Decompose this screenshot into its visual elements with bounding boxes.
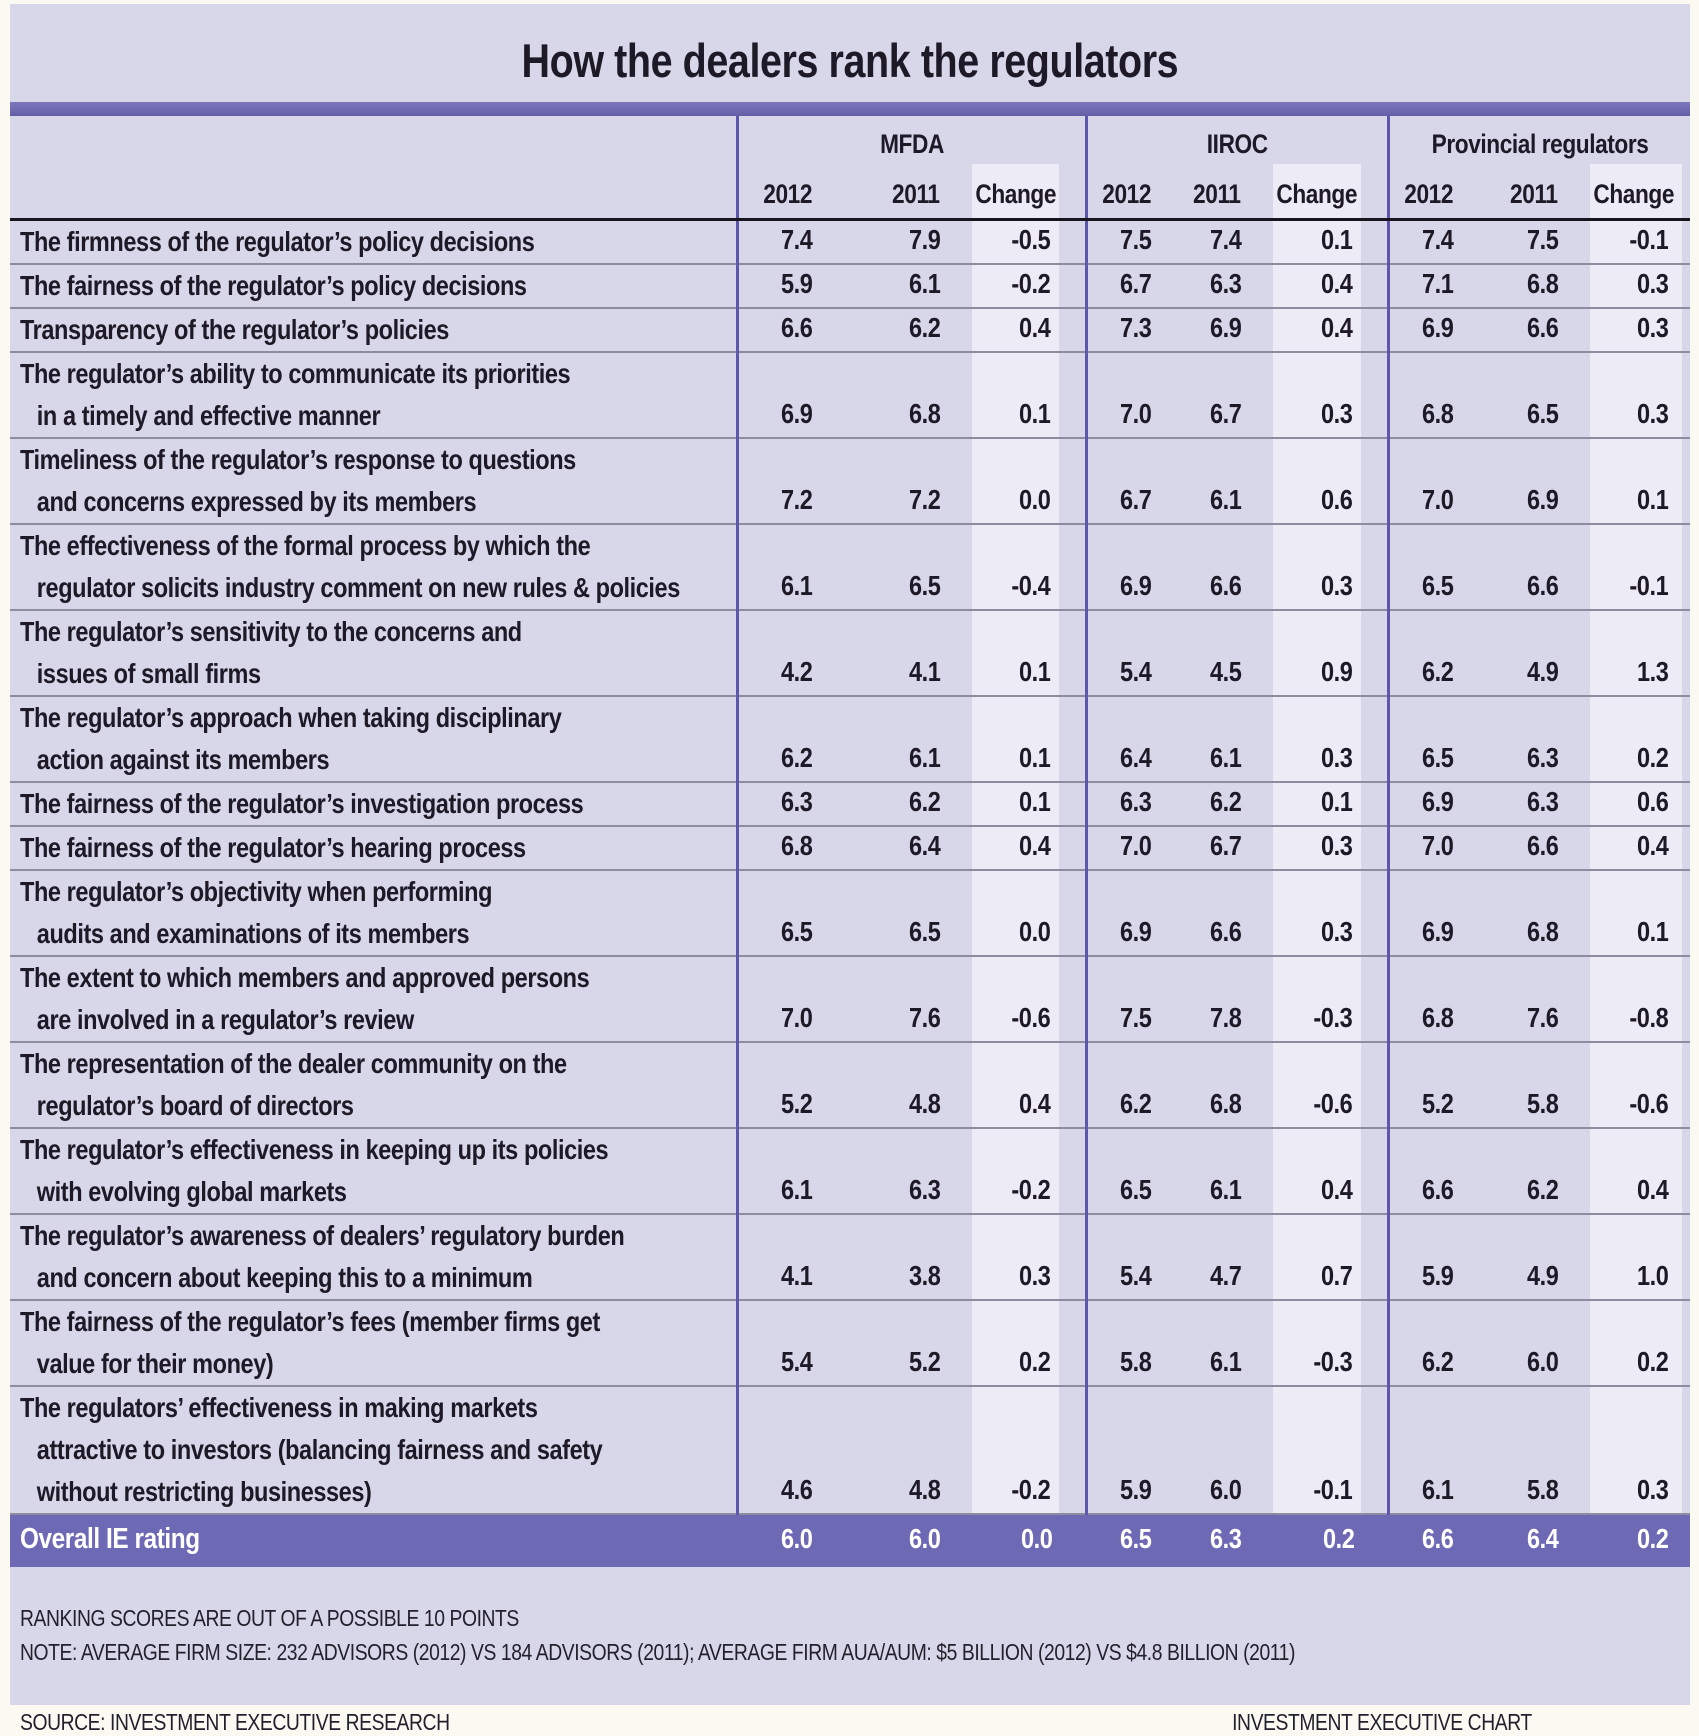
row-label-line: in a timely and effective manner	[36, 400, 381, 431]
row-label	[10, 352, 737, 438]
score-mfda-change: 0.1	[960, 782, 1086, 826]
score-prov-change: 0.4	[1578, 826, 1690, 870]
score-prov-change: -0.6	[1578, 1042, 1690, 1128]
score-iiroc-2011: 4.5	[1171, 610, 1261, 696]
col-header-iiroc-change: Change	[1261, 164, 1388, 220]
score-mfda-2011: 6.3	[832, 1128, 960, 1214]
row-label-line: value for their money)	[36, 1348, 274, 1379]
score-prov-2012: 7.0	[1388, 826, 1473, 870]
score-mfda-2011: 6.2	[832, 782, 960, 826]
score-mfda-change: 0.3	[960, 1214, 1086, 1300]
score-iiroc-change: -0.6	[1261, 1042, 1388, 1128]
score-mfda-change: -0.4	[960, 524, 1086, 610]
score-iiroc-2011: 6.7	[1171, 352, 1261, 438]
score-iiroc-2011: 7.8	[1171, 956, 1261, 1042]
score-mfda-2012: 6.3	[737, 782, 832, 826]
col-header-prov-2011: 2011	[1473, 164, 1578, 220]
score-mfda-2011: 5.2	[832, 1300, 960, 1386]
score-prov-2012: 6.2	[1388, 1300, 1473, 1386]
table-row	[10, 524, 1690, 610]
row-label-line: attractive to investors (balancing fairness and safety	[36, 1434, 603, 1465]
score-iiroc-change: 0.3	[1261, 352, 1388, 438]
row-label-line: The extent to which members and approved persons	[20, 962, 590, 993]
score-mfda-2011: 7.6	[832, 956, 960, 1042]
score-mfda-2011: 6.1	[832, 264, 960, 308]
score-iiroc-change: 0.6	[1261, 438, 1388, 524]
source-right: INVESTMENT EXECUTIVE CHART	[1232, 1709, 1532, 1735]
score-iiroc-2012: 5.4	[1086, 1214, 1171, 1300]
score-mfda-change: 0.4	[960, 1042, 1086, 1128]
table-row	[10, 220, 1690, 265]
row-label-line: The regulator’s sensitivity to the concerns and	[20, 616, 522, 647]
score-mfda-2011: 6.1	[832, 696, 960, 782]
row-label	[10, 264, 737, 308]
table-row	[10, 438, 1690, 524]
row-label-line: The fairness of the regulator’s investigation process	[20, 788, 584, 819]
score-iiroc-2011: 4.7	[1171, 1214, 1261, 1300]
score-mfda-2011: 6.5	[832, 870, 960, 956]
col-header-prov-change: Change	[1578, 164, 1690, 220]
title-divider-bar	[10, 102, 1690, 116]
score-iiroc-change: 0.3	[1261, 524, 1388, 610]
row-label-line: The regulator’s awareness of dealers’ regulatory burden	[20, 1220, 625, 1251]
col-header-mfda-change: Change	[960, 164, 1086, 220]
score-prov-2011: 4.9	[1473, 1214, 1578, 1300]
overall-mfda-2011: 6.0	[832, 1514, 960, 1567]
row-label-line: audits and examinations of its members	[36, 918, 470, 949]
score-iiroc-2012: 6.2	[1086, 1042, 1171, 1128]
score-prov-2011: 6.8	[1473, 870, 1578, 956]
row-label	[10, 1128, 737, 1214]
row-label	[10, 782, 737, 826]
overall-iiroc-change: 0.2	[1261, 1514, 1388, 1567]
score-iiroc-2012: 6.3	[1086, 782, 1171, 826]
row-label	[10, 826, 737, 870]
score-prov-2011: 6.0	[1473, 1300, 1578, 1386]
score-prov-change: 0.3	[1578, 308, 1690, 352]
score-iiroc-2011: 6.2	[1171, 782, 1261, 826]
score-prov-2012: 6.5	[1388, 696, 1473, 782]
score-prov-2011: 7.6	[1473, 956, 1578, 1042]
score-prov-2011: 4.9	[1473, 610, 1578, 696]
overall-mfda-change: 0.0	[960, 1514, 1086, 1567]
score-prov-change: 0.6	[1578, 782, 1690, 826]
score-iiroc-2012: 6.9	[1086, 524, 1171, 610]
score-mfda-2012: 4.2	[737, 610, 832, 696]
score-mfda-change: 0.1	[960, 696, 1086, 782]
score-iiroc-2012: 6.9	[1086, 870, 1171, 956]
row-label-line: issues of small firms	[36, 658, 261, 689]
row-label-line: The effectiveness of the formal process by which the	[20, 530, 591, 561]
score-prov-2011: 6.9	[1473, 438, 1578, 524]
page-title-text: How the dealers rank the regulators	[521, 34, 1179, 87]
score-iiroc-change: -0.3	[1261, 956, 1388, 1042]
score-mfda-change: -0.2	[960, 1386, 1086, 1514]
table-body	[10, 220, 1690, 1515]
overall-row	[10, 1514, 1690, 1567]
score-iiroc-2012: 6.7	[1086, 438, 1171, 524]
score-prov-2012: 6.1	[1388, 1386, 1473, 1514]
score-mfda-2012: 4.1	[737, 1214, 832, 1300]
score-prov-change: 0.3	[1578, 264, 1690, 308]
col-header-mfda-2012: 2012	[737, 164, 832, 220]
score-prov-change: 0.2	[1578, 1300, 1690, 1386]
score-prov-2012: 7.4	[1388, 220, 1473, 265]
score-mfda-change: -0.6	[960, 956, 1086, 1042]
table-row	[10, 826, 1690, 870]
score-iiroc-2011: 6.3	[1171, 264, 1261, 308]
row-label-line: The regulator’s objectivity when performing	[20, 876, 493, 907]
score-prov-2012: 6.8	[1388, 352, 1473, 438]
score-iiroc-2012: 7.5	[1086, 956, 1171, 1042]
score-prov-change: -0.1	[1578, 524, 1690, 610]
col-header-mfda-2011: 2011	[832, 164, 960, 220]
score-iiroc-2012: 7.5	[1086, 220, 1171, 265]
row-label-line: regulator solicits industry comment on new rules & policies	[36, 572, 680, 603]
overall-iiroc-2012: 6.5	[1086, 1514, 1171, 1567]
col-header-prov-2012: 2012	[1388, 164, 1473, 220]
score-iiroc-change: -0.3	[1261, 1300, 1388, 1386]
row-label-line: The regulator’s ability to communicate its priorities	[20, 358, 571, 389]
score-mfda-2011: 3.8	[832, 1214, 960, 1300]
row-label-line: and concerns expressed by its members	[36, 486, 477, 517]
score-iiroc-2012: 5.8	[1086, 1300, 1171, 1386]
score-prov-change: 1.0	[1578, 1214, 1690, 1300]
score-iiroc-2011: 6.1	[1171, 438, 1261, 524]
column-header-spacer	[10, 164, 737, 220]
score-prov-change: 0.4	[1578, 1128, 1690, 1214]
row-label-line: The fairness of the regulator’s hearing process	[20, 832, 526, 863]
score-mfda-change: -0.2	[960, 264, 1086, 308]
score-prov-2012: 6.9	[1388, 782, 1473, 826]
row-label-line: are involved in a regulator’s review	[36, 1004, 414, 1035]
score-mfda-change: -0.5	[960, 220, 1086, 265]
table-row	[10, 610, 1690, 696]
row-label	[10, 610, 737, 696]
score-prov-2012: 5.2	[1388, 1042, 1473, 1128]
footnote-firm-size: NOTE: AVERAGE FIRM SIZE: 232 ADVISORS (2012) VS 184 ADVISORS (2011); AVERAGE FIRM AUA/AUM: $5 BILLION (2012) VS $4.8 BILLION (2011)	[20, 1639, 1296, 1665]
page-title	[10, 4, 1690, 102]
table-row	[10, 1042, 1690, 1128]
row-label	[10, 956, 737, 1042]
score-prov-2012: 7.1	[1388, 264, 1473, 308]
row-label	[10, 1042, 737, 1128]
col-header-iiroc-2012: 2012	[1086, 164, 1171, 220]
score-mfda-2011: 6.8	[832, 352, 960, 438]
score-mfda-2012: 6.1	[737, 1128, 832, 1214]
overall-label: Overall IE rating	[10, 1514, 737, 1567]
score-prov-2011: 6.6	[1473, 826, 1578, 870]
score-iiroc-2011: 6.0	[1171, 1386, 1261, 1514]
row-label	[10, 524, 737, 610]
row-label-line: action against its members	[36, 744, 330, 775]
score-iiroc-2012: 7.0	[1086, 826, 1171, 870]
row-label	[10, 438, 737, 524]
row-label-line: The fairness of the regulator’s fees (member firms get	[20, 1306, 600, 1337]
score-iiroc-2011: 6.1	[1171, 696, 1261, 782]
score-mfda-change: 0.2	[960, 1300, 1086, 1386]
score-mfda-2012: 6.5	[737, 870, 832, 956]
score-prov-2011: 6.5	[1473, 352, 1578, 438]
score-iiroc-change: 0.1	[1261, 220, 1388, 265]
table-row	[10, 956, 1690, 1042]
score-iiroc-change: 0.4	[1261, 264, 1388, 308]
row-label-line: Timeliness of the regulator’s response to questions	[20, 444, 576, 475]
table-row	[10, 1128, 1690, 1214]
score-iiroc-change: 0.7	[1261, 1214, 1388, 1300]
score-iiroc-2012: 6.5	[1086, 1128, 1171, 1214]
score-mfda-2012: 6.1	[737, 524, 832, 610]
table-row	[10, 1386, 1690, 1514]
score-prov-2011: 6.8	[1473, 264, 1578, 308]
score-prov-2012: 6.2	[1388, 610, 1473, 696]
score-prov-2011: 6.6	[1473, 308, 1578, 352]
score-mfda-change: 0.1	[960, 610, 1086, 696]
source-left: SOURCE: INVESTMENT EXECUTIVE RESEARCH	[20, 1709, 450, 1735]
score-mfda-2012: 6.8	[737, 826, 832, 870]
score-mfda-2011: 7.9	[832, 220, 960, 265]
overall-prov-change: 0.2	[1578, 1514, 1690, 1567]
score-mfda-2011: 4.1	[832, 610, 960, 696]
score-prov-change: 0.2	[1578, 696, 1690, 782]
chart-panel	[10, 4, 1690, 1735]
score-prov-2011: 6.3	[1473, 696, 1578, 782]
rankings-table	[10, 116, 1690, 1567]
row-label	[10, 696, 737, 782]
score-mfda-2012: 5.9	[737, 264, 832, 308]
score-mfda-2011: 6.2	[832, 308, 960, 352]
row-label-line: The regulators’ effectiveness in making markets	[20, 1392, 538, 1423]
score-mfda-2012: 7.4	[737, 220, 832, 265]
score-prov-change: 0.1	[1578, 870, 1690, 956]
score-mfda-2012: 5.4	[737, 1300, 832, 1386]
score-mfda-2012: 6.9	[737, 352, 832, 438]
row-label	[10, 1214, 737, 1300]
score-iiroc-2012: 5.9	[1086, 1386, 1171, 1514]
score-iiroc-change: 0.3	[1261, 826, 1388, 870]
score-iiroc-2012: 6.7	[1086, 264, 1171, 308]
score-mfda-2012: 4.6	[737, 1386, 832, 1514]
table-row	[10, 870, 1690, 956]
score-prov-2012: 6.5	[1388, 524, 1473, 610]
score-mfda-2011: 4.8	[832, 1386, 960, 1514]
score-iiroc-2011: 6.1	[1171, 1128, 1261, 1214]
score-iiroc-2011: 6.9	[1171, 308, 1261, 352]
score-prov-change: 0.3	[1578, 1386, 1690, 1514]
score-mfda-2011: 6.5	[832, 524, 960, 610]
group-header-provincial: Provincial regulators	[1388, 116, 1690, 164]
table-row	[10, 782, 1690, 826]
score-iiroc-2012: 7.0	[1086, 352, 1171, 438]
column-header-row	[10, 164, 1690, 220]
row-label	[10, 1300, 737, 1386]
group-header-spacer	[10, 116, 737, 164]
score-prov-change: 0.1	[1578, 438, 1690, 524]
score-prov-2012: 6.8	[1388, 956, 1473, 1042]
score-mfda-change: 0.4	[960, 826, 1086, 870]
score-iiroc-change: -0.1	[1261, 1386, 1388, 1514]
footnotes	[20, 1601, 1690, 1669]
score-mfda-change: 0.0	[960, 438, 1086, 524]
overall-prov-2011: 6.4	[1473, 1514, 1578, 1567]
row-label	[10, 1386, 737, 1514]
score-iiroc-change: 0.9	[1261, 610, 1388, 696]
score-mfda-change: 0.0	[960, 870, 1086, 956]
score-mfda-2011: 6.4	[832, 826, 960, 870]
score-iiroc-2011: 6.6	[1171, 870, 1261, 956]
col-header-iiroc-2011: 2011	[1171, 164, 1261, 220]
score-iiroc-2012: 7.3	[1086, 308, 1171, 352]
table-row	[10, 1300, 1690, 1386]
footnote-scale: RANKING SCORES ARE OUT OF A POSSIBLE 10 POINTS	[20, 1605, 519, 1631]
score-mfda-2012: 7.0	[737, 956, 832, 1042]
score-mfda-change: -0.2	[960, 1128, 1086, 1214]
score-mfda-change: 0.1	[960, 352, 1086, 438]
score-prov-2011: 7.5	[1473, 220, 1578, 265]
score-mfda-2012: 5.2	[737, 1042, 832, 1128]
score-iiroc-change: 0.1	[1261, 782, 1388, 826]
row-label-line: without restricting businesses)	[36, 1476, 372, 1507]
row-label-line: The firmness of the regulator’s policy decisions	[20, 226, 535, 257]
table-row	[10, 264, 1690, 308]
score-mfda-2012: 7.2	[737, 438, 832, 524]
row-label-line: The regulator’s approach when taking disciplinary	[20, 702, 562, 733]
score-iiroc-2011: 7.4	[1171, 220, 1261, 265]
score-iiroc-change: 0.4	[1261, 308, 1388, 352]
score-prov-change: -0.1	[1578, 220, 1690, 265]
score-prov-2012: 7.0	[1388, 438, 1473, 524]
score-mfda-2011: 7.2	[832, 438, 960, 524]
score-prov-2012: 6.6	[1388, 1128, 1473, 1214]
row-label	[10, 308, 737, 352]
table-row	[10, 352, 1690, 438]
row-label-line: Transparency of the regulator’s policies	[20, 314, 449, 345]
score-prov-change: 1.3	[1578, 610, 1690, 696]
score-iiroc-2011: 6.6	[1171, 524, 1261, 610]
score-mfda-2012: 6.6	[737, 308, 832, 352]
group-header-row	[10, 116, 1690, 164]
table-row	[10, 308, 1690, 352]
row-label-line: and concern about keeping this to a minimum	[36, 1262, 533, 1293]
score-prov-2011: 6.6	[1473, 524, 1578, 610]
score-prov-change: -0.8	[1578, 956, 1690, 1042]
table-row	[10, 1214, 1690, 1300]
group-header-mfda: MFDA	[737, 116, 1086, 164]
overall-prov-2012: 6.6	[1388, 1514, 1473, 1567]
score-iiroc-change: 0.3	[1261, 870, 1388, 956]
score-prov-2011: 6.2	[1473, 1128, 1578, 1214]
score-iiroc-2011: 6.1	[1171, 1300, 1261, 1386]
score-iiroc-2012: 6.4	[1086, 696, 1171, 782]
row-label-line: The representation of the dealer community on the	[20, 1048, 567, 1079]
row-label	[10, 870, 737, 956]
score-mfda-2012: 6.2	[737, 696, 832, 782]
score-prov-2012: 6.9	[1388, 308, 1473, 352]
row-label-line: The fairness of the regulator’s policy decisions	[20, 270, 527, 301]
score-prov-2011: 6.3	[1473, 782, 1578, 826]
score-prov-2011: 5.8	[1473, 1042, 1578, 1128]
score-iiroc-change: 0.4	[1261, 1128, 1388, 1214]
score-prov-change: 0.3	[1578, 352, 1690, 438]
table-row	[10, 696, 1690, 782]
score-prov-2012: 6.9	[1388, 870, 1473, 956]
group-header-iiroc: IIROC	[1086, 116, 1388, 164]
score-mfda-2011: 4.8	[832, 1042, 960, 1128]
score-iiroc-change: 0.3	[1261, 696, 1388, 782]
score-mfda-change: 0.4	[960, 308, 1086, 352]
row-label-line: regulator’s board of directors	[36, 1090, 354, 1121]
score-iiroc-2011: 6.7	[1171, 826, 1261, 870]
row-label-line: The regulator’s effectiveness in keeping up its policies	[20, 1134, 609, 1165]
overall-iiroc-2011: 6.3	[1171, 1514, 1261, 1567]
score-iiroc-2011: 6.8	[1171, 1042, 1261, 1128]
score-iiroc-2012: 5.4	[1086, 610, 1171, 696]
score-prov-2011: 5.8	[1473, 1386, 1578, 1514]
score-prov-2012: 5.9	[1388, 1214, 1473, 1300]
overall-mfda-2012: 6.0	[737, 1514, 832, 1567]
row-label	[10, 220, 737, 265]
row-label-line: with evolving global markets	[36, 1176, 347, 1207]
